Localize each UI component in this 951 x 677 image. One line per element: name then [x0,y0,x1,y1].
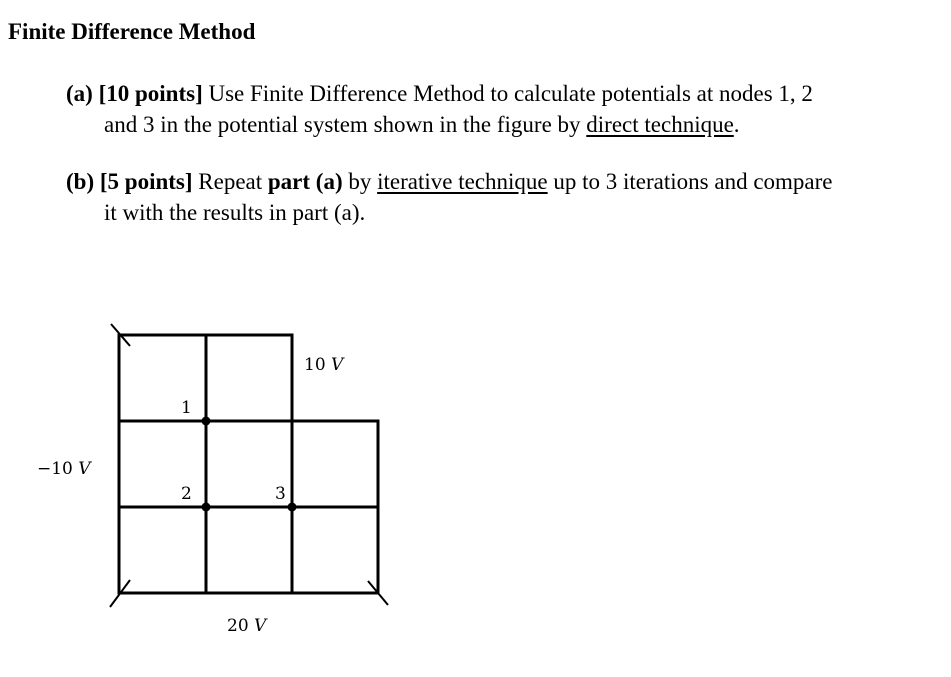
part-a-text-2: and 3 in the potential system shown in the figure by [104,112,587,137]
part-a-line-2 [66,109,813,140]
part-b-text-3: up to 3 iterations and compare [547,169,833,194]
part-b-text-1: Repeat [192,169,268,194]
grid-diagram [0,300,420,650]
question-part-b [66,166,833,228]
top-voltage-value: 10 [304,355,326,375]
left-voltage-value: −10 [37,459,73,479]
bottom-voltage-label [227,616,268,636]
bottom-voltage-unit: V [254,616,267,636]
node-3-dot [288,503,297,512]
left-voltage-unit: V [78,459,91,479]
iterative-technique-term: iterative technique [377,169,548,194]
potential-grid-figure [0,300,420,650]
node-1-label: 1 [181,398,192,418]
part-b-bold-ref: part (a) [267,169,343,194]
direct-technique-term: direct technique [586,112,734,137]
question-part-a [66,78,813,140]
bottom-voltage-value: 20 [227,616,249,636]
top-voltage-unit: V [331,355,344,375]
part-a-line-1 [66,81,813,106]
part-a-end: . [733,112,740,137]
part-b-marker: (b) [66,169,95,194]
node-3-label: 3 [275,484,286,504]
node-2-label: 2 [181,484,192,504]
part-a-text-1: Use Finite Difference Method to calculate potentials at nodes 1, 2 [202,81,813,106]
left-voltage-label [37,459,92,479]
page-title: Finite Difference Method [8,19,256,44]
part-a-marker: (a) [66,81,93,106]
part-b-line-1 [66,169,833,194]
node-2-dot [202,503,211,512]
top-voltage-label [304,355,345,375]
node-1-dot [202,417,211,426]
part-b-text-2: by [342,169,378,194]
part-b-points: [5 points] [99,169,193,194]
part-a-points: [10 points] [98,81,203,106]
part-b-line-2: it with the results in part (a). [104,200,366,225]
